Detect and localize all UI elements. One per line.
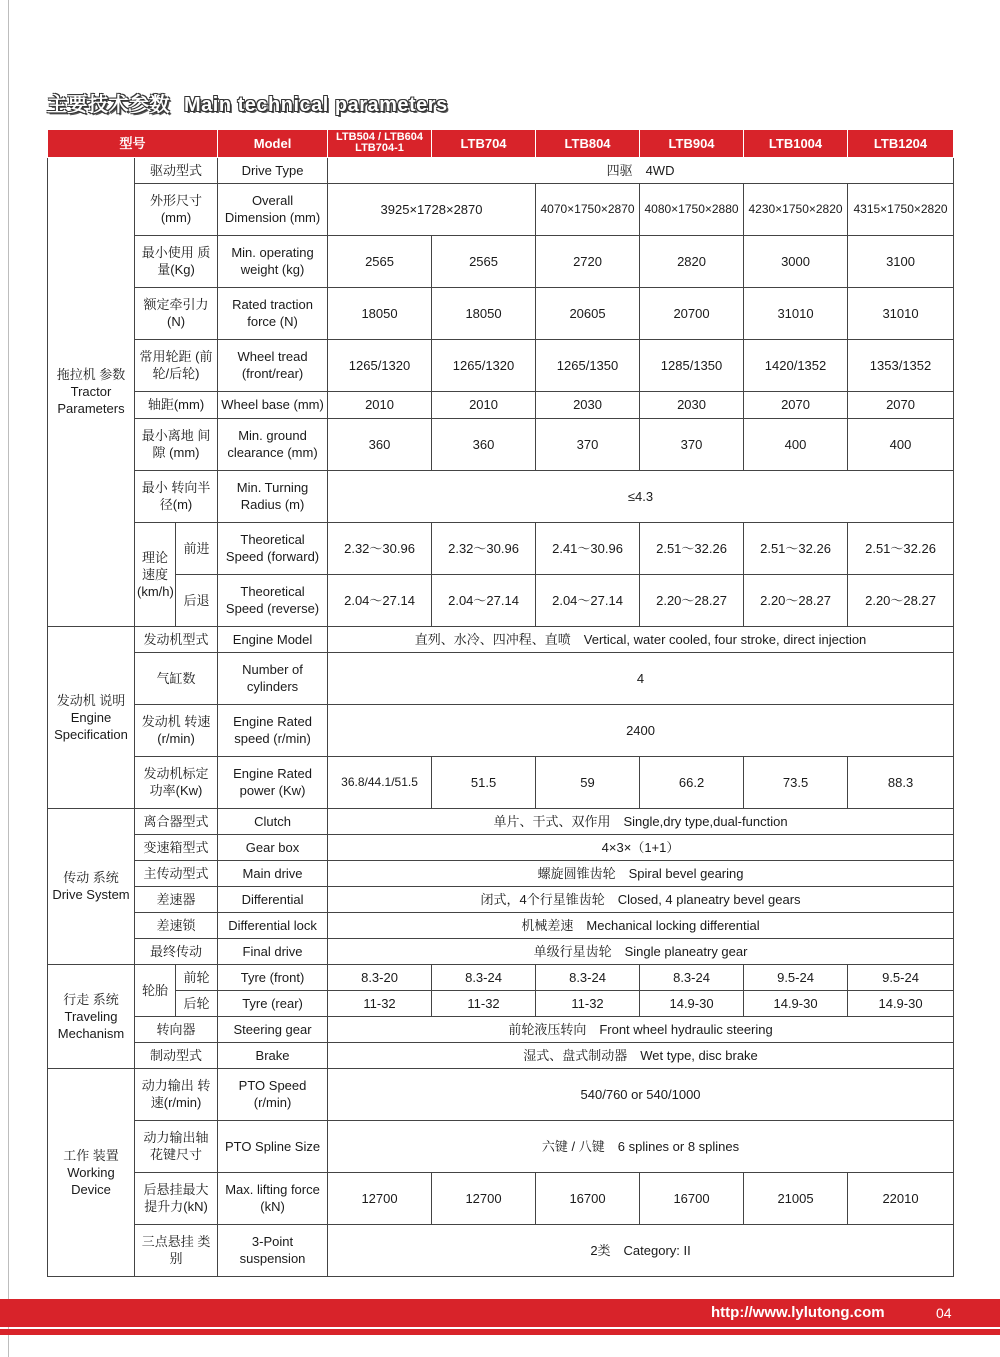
page-number: 04 <box>936 1305 952 1321</box>
row-differential <box>48 886 954 912</box>
lifting-force-1: 12700 <box>328 1172 432 1224</box>
tyre-front-en: Tyre (front) <box>218 964 328 990</box>
tyre-front-4: 8.3-24 <box>640 964 744 990</box>
wheel-base-1: 2010 <box>328 391 432 418</box>
ground-clearance-cn: 最小离地 间隙 (mm) <box>135 418 218 470</box>
rated-power-6: 88.3 <box>848 756 954 808</box>
brake-value: 湿式、盘式制动器 Wet type, disc brake <box>328 1042 954 1068</box>
lifting-force-2: 12700 <box>432 1172 536 1224</box>
tyre-rear-2: 11-32 <box>432 990 536 1016</box>
rated-power-5: 73.5 <box>744 756 848 808</box>
rated-power-cn: 发动机标定 功率(Kw) <box>135 756 218 808</box>
pto-spline-en: PTO Spline Size <box>218 1120 328 1172</box>
speed-forward-1: 2.32～30.96 <box>328 522 432 574</box>
row-cylinders <box>48 652 954 704</box>
final-drive-cn: 最终传动 <box>135 938 218 964</box>
three-point-value: 2类 Category: II <box>328 1224 954 1276</box>
traction-en: Rated traction force (N) <box>218 287 328 339</box>
tyre-rear-4: 14.9-30 <box>640 990 744 1016</box>
rated-power-4: 66.2 <box>640 756 744 808</box>
group-working: 工作 装置 Working Device <box>48 1068 135 1276</box>
ground-clearance-en: Min. ground clearance (mm) <box>218 418 328 470</box>
tyre-front-2: 8.3-24 <box>432 964 536 990</box>
traction-1: 18050 <box>328 287 432 339</box>
ground-clearance-5: 400 <box>744 418 848 470</box>
three-point-en: 3-Point suspension <box>218 1224 328 1276</box>
main-drive-value: 螺旋圆锥齿轮 Spiral bevel gearing <box>328 860 954 886</box>
differential-cn: 差速器 <box>135 886 218 912</box>
row-diff-lock <box>48 912 954 938</box>
turning-radius-cn: 最小 转向半径(m) <box>135 470 218 522</box>
row-traction <box>48 287 954 339</box>
speed-reverse-5: 2.20～28.27 <box>744 574 848 626</box>
tyre-cn: 轮胎 <box>135 964 176 1016</box>
three-point-cn: 三点悬挂 类别 <box>135 1224 218 1276</box>
steering-cn: 转向器 <box>135 1016 218 1042</box>
ground-clearance-3: 370 <box>536 418 640 470</box>
min-weight-4: 2820 <box>640 235 744 287</box>
traction-2: 18050 <box>432 287 536 339</box>
row-three-point <box>48 1224 954 1276</box>
traction-4: 20700 <box>640 287 744 339</box>
main-drive-en: Main drive <box>218 860 328 886</box>
rated-speed-en: Engine Rated speed (r/min) <box>218 704 328 756</box>
differential-value: 闭式，4个行星锥齿轮 Closed, 4 planeatry bevel gears <box>328 886 954 912</box>
wheel-tread-6: 1353/1352 <box>848 339 954 391</box>
row-wheel-tread <box>48 339 954 391</box>
footer-url-link[interactable]: http://www.lylutong.com <box>711 1304 885 1321</box>
tyre-rear-1: 11-32 <box>328 990 432 1016</box>
lifting-force-4: 16700 <box>640 1172 744 1224</box>
cylinders-cn: 气缸数 <box>135 652 218 704</box>
row-ground-clearance <box>48 418 954 470</box>
ground-clearance-2: 360 <box>432 418 536 470</box>
pto-speed-en: PTO Speed (r/min) <box>218 1068 328 1120</box>
brake-cn: 制动型式 <box>135 1042 218 1068</box>
engine-model-value: 直列、水冷、四冲程、直喷 Vertical, water cooled, four stroke, direct injection <box>328 626 954 652</box>
tyre-rear-5: 14.9-30 <box>744 990 848 1016</box>
speed-forward-6: 2.51～32.26 <box>848 522 954 574</box>
row-rated-speed <box>48 704 954 756</box>
lifting-force-5: 21005 <box>744 1172 848 1224</box>
group-drive: 传动 系统 Drive System <box>48 808 135 964</box>
wheel-base-cn: 轴距(mm) <box>135 391 218 418</box>
tyre-rear-en: Tyre (rear) <box>218 990 328 1016</box>
speed-reverse-2: 2.04～27.14 <box>432 574 536 626</box>
page-title-en: Main technical parameters <box>184 94 448 116</box>
row-gearbox <box>48 834 954 860</box>
tyre-rear-cn: 后轮 <box>176 990 218 1016</box>
tyre-front-3: 8.3-24 <box>536 964 640 990</box>
header-model-6: LTB1204 <box>848 130 954 157</box>
row-engine-model <box>48 626 954 652</box>
page-title <box>47 88 448 117</box>
group-travel: 行走 系统 Traveling Mechanism <box>48 964 135 1068</box>
row-wheel-base <box>48 391 954 418</box>
main-drive-cn: 主传动型式 <box>135 860 218 886</box>
row-pto-spline <box>48 1120 954 1172</box>
wheel-base-6: 2070 <box>848 391 954 418</box>
row-final-drive <box>48 938 954 964</box>
rated-power-en: Engine Rated power (Kw) <box>218 756 328 808</box>
row-overall-dim <box>48 183 954 235</box>
engine-model-en: Engine Model <box>218 626 328 652</box>
speed-forward-en: Theoretical Speed (forward) <box>218 522 328 574</box>
rated-power-2: 51.5 <box>432 756 536 808</box>
overall-dim-1: 3925×1728×2870 <box>328 183 536 235</box>
final-drive-value: 单级行星齿轮 Single planeatry gear <box>328 938 954 964</box>
clutch-en: Clutch <box>218 808 328 834</box>
traction-cn: 额定牵引力 (N) <box>135 287 218 339</box>
overall-dim-en: Overall Dimension (mm) <box>218 183 328 235</box>
header-model-1: LTB504 / LTB604 LTB704-1 <box>328 130 432 157</box>
wheel-base-en: Wheel base (mm) <box>218 391 328 418</box>
tyre-front-5: 9.5-24 <box>744 964 848 990</box>
gearbox-en: Gear box <box>218 834 328 860</box>
speed-forward-5: 2.51～32.26 <box>744 522 848 574</box>
row-speed-forward <box>48 522 954 574</box>
min-weight-5: 3000 <box>744 235 848 287</box>
drive-type-cn: 驱动型式 <box>135 157 218 183</box>
speed-cn: 理论 速度 (km/h) <box>135 522 176 626</box>
footer-stripe <box>0 1329 1000 1335</box>
row-pto-speed <box>48 1068 954 1120</box>
rated-power-3: 59 <box>536 756 640 808</box>
min-weight-3: 2720 <box>536 235 640 287</box>
clutch-cn: 离合器型式 <box>135 808 218 834</box>
row-clutch <box>48 808 954 834</box>
tyre-front-6: 9.5-24 <box>848 964 954 990</box>
lifting-force-en: Max. lifting force (kN) <box>218 1172 328 1224</box>
rated-speed-cn: 发动机 转速(r/min) <box>135 704 218 756</box>
tyre-rear-3: 11-32 <box>536 990 640 1016</box>
wheel-tread-1: 1265/1320 <box>328 339 432 391</box>
speed-reverse-1: 2.04～27.14 <box>328 574 432 626</box>
cylinders-en: Number of cylinders <box>218 652 328 704</box>
final-drive-en: Final drive <box>218 938 328 964</box>
drive-type-value: 四驱 4WD <box>328 157 954 183</box>
overall-dim-3: 4080×1750×2880 <box>640 183 744 235</box>
turning-radius-value: ≤4.3 <box>328 470 954 522</box>
lifting-force-cn: 后悬挂最大 提升力(kN) <box>135 1172 218 1224</box>
wheel-base-2: 2010 <box>432 391 536 418</box>
min-weight-cn: 最小使用 质量(Kg) <box>135 235 218 287</box>
lifting-force-6: 22010 <box>848 1172 954 1224</box>
row-turning-radius <box>48 470 954 522</box>
overall-dim-2: 4070×1750×2870 <box>536 183 640 235</box>
gearbox-cn: 变速箱型式 <box>135 834 218 860</box>
header-model-cn: 型号 <box>48 130 218 157</box>
pto-speed-value: 540/760 or 540/1000 <box>328 1068 954 1120</box>
engine-model-cn: 发动机型式 <box>135 626 218 652</box>
wheel-tread-en: Wheel tread (front/rear) <box>218 339 328 391</box>
wheel-tread-2: 1265/1320 <box>432 339 536 391</box>
header-model-3: LTB804 <box>536 130 640 157</box>
header-model-5: LTB1004 <box>744 130 848 157</box>
wheel-base-4: 2030 <box>640 391 744 418</box>
min-weight-en: Min. operating weight (kg) <box>218 235 328 287</box>
traction-6: 31010 <box>848 287 954 339</box>
brake-en: Brake <box>218 1042 328 1068</box>
overall-dim-cn: 外形尺寸 (mm) <box>135 183 218 235</box>
header-model-2: LTB704 <box>432 130 536 157</box>
cylinders-value: 4 <box>328 652 954 704</box>
pto-spline-cn: 动力输出轴 花键尺寸 <box>135 1120 218 1172</box>
row-min-weight <box>48 235 954 287</box>
header-model-en: Model <box>218 130 328 157</box>
traction-3: 20605 <box>536 287 640 339</box>
wheel-base-3: 2030 <box>536 391 640 418</box>
wheel-tread-5: 1420/1352 <box>744 339 848 391</box>
min-weight-6: 3100 <box>848 235 954 287</box>
wheel-tread-3: 1265/1350 <box>536 339 640 391</box>
page-title-cn: 主要技术参数 <box>47 94 170 116</box>
diff-lock-en: Differential lock <box>218 912 328 938</box>
row-drive-type <box>48 157 954 183</box>
row-speed-reverse <box>48 574 954 626</box>
row-rated-power <box>48 756 954 808</box>
speed-reverse-cn: 后退 <box>176 574 218 626</box>
speed-forward-3: 2.41～30.96 <box>536 522 640 574</box>
tyre-front-cn: 前轮 <box>176 964 218 990</box>
page-edge-line <box>8 0 9 1357</box>
tyre-rear-6: 14.9-30 <box>848 990 954 1016</box>
steering-value: 前轮液压转向 Front wheel hydraulic steering <box>328 1016 954 1042</box>
row-brake <box>48 1042 954 1068</box>
speed-reverse-6: 2.20～28.27 <box>848 574 954 626</box>
wheel-base-5: 2070 <box>744 391 848 418</box>
rated-speed-value: 2400 <box>328 704 954 756</box>
ground-clearance-1: 360 <box>328 418 432 470</box>
speed-forward-4: 2.51～32.26 <box>640 522 744 574</box>
speed-forward-cn: 前进 <box>176 522 218 574</box>
group-tractor: 拖拉机 参数 Tractor Parameters <box>48 157 135 626</box>
speed-reverse-3: 2.04～27.14 <box>536 574 640 626</box>
header-model-4: LTB904 <box>640 130 744 157</box>
spec-table <box>47 130 954 1277</box>
pto-spline-value: 六键 / 八键 6 splines or 8 splines <box>328 1120 954 1172</box>
tyre-front-1: 8.3-20 <box>328 964 432 990</box>
drive-type-en: Drive Type <box>218 157 328 183</box>
diff-lock-cn: 差速锁 <box>135 912 218 938</box>
traction-5: 31010 <box>744 287 848 339</box>
speed-forward-2: 2.32～30.96 <box>432 522 536 574</box>
wheel-tread-4: 1285/1350 <box>640 339 744 391</box>
group-engine: 发动机 说明 Engine Specification <box>48 626 135 808</box>
pto-speed-cn: 动力输出 转速(r/min) <box>135 1068 218 1120</box>
row-steering <box>48 1016 954 1042</box>
min-weight-2: 2565 <box>432 235 536 287</box>
rated-power-1: 36.8/44.1/51.5 <box>328 756 432 808</box>
gearbox-value: 4×3×（1+1） <box>328 834 954 860</box>
differential-en: Differential <box>218 886 328 912</box>
speed-reverse-4: 2.20～28.27 <box>640 574 744 626</box>
diff-lock-value: 机械差速 Mechanical locking differential <box>328 912 954 938</box>
row-lifting-force <box>48 1172 954 1224</box>
overall-dim-4: 4230×1750×2820 <box>744 183 848 235</box>
header-row <box>48 130 954 157</box>
wheel-tread-cn: 常用轮距 (前轮/后轮) <box>135 339 218 391</box>
row-main-drive <box>48 860 954 886</box>
overall-dim-5: 4315×1750×2820 <box>848 183 954 235</box>
row-tyre-front <box>48 964 954 990</box>
lifting-force-3: 16700 <box>536 1172 640 1224</box>
ground-clearance-6: 400 <box>848 418 954 470</box>
min-weight-1: 2565 <box>328 235 432 287</box>
steering-en: Steering gear <box>218 1016 328 1042</box>
speed-reverse-en: Theoretical Speed (reverse) <box>218 574 328 626</box>
turning-radius-en: Min. Turning Radius (m) <box>218 470 328 522</box>
row-tyre-rear <box>48 990 954 1016</box>
ground-clearance-4: 370 <box>640 418 744 470</box>
clutch-value: 单片、干式、双作用 Single,dry type,dual-function <box>328 808 954 834</box>
